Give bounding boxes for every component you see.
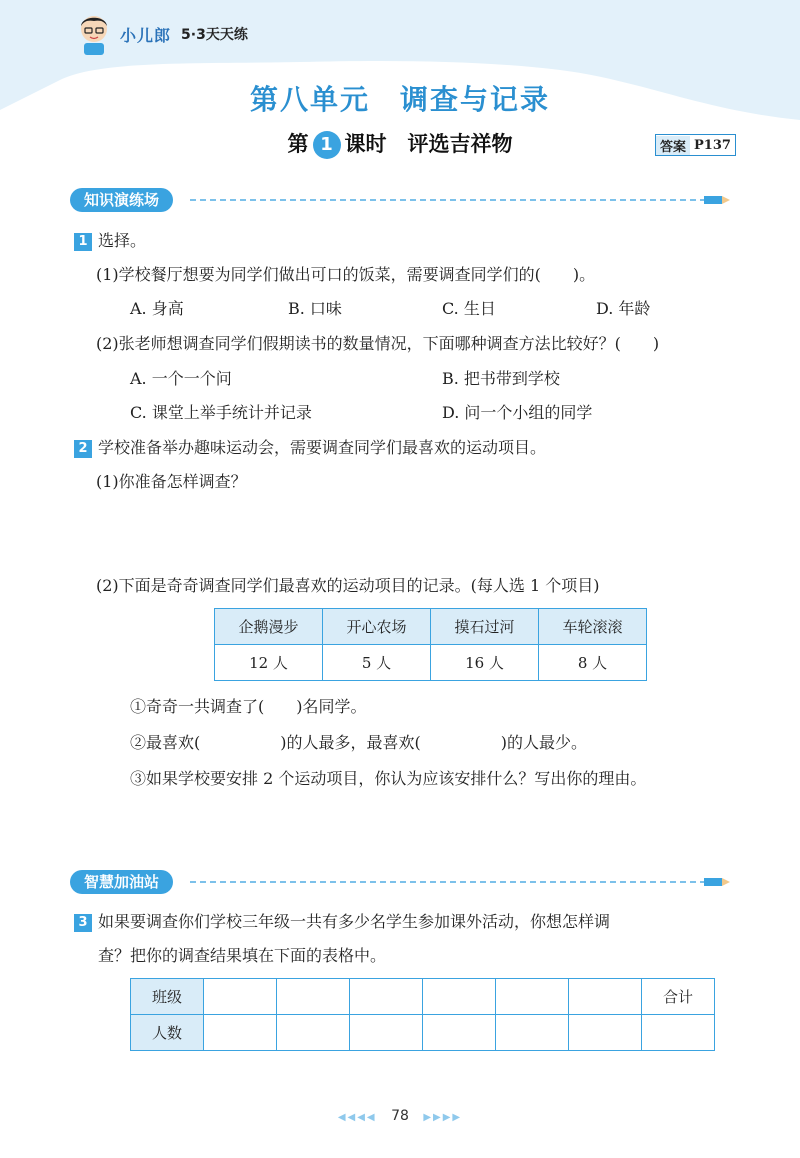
unit-title: 第八单元 调查与记录 <box>249 83 550 116</box>
blank-cell[interactable] <box>569 979 642 1015</box>
blank-cell[interactable] <box>350 979 423 1015</box>
section-label: 智慧加油站 <box>70 870 173 894</box>
blank-cell[interactable] <box>496 979 569 1015</box>
section-divider <box>190 881 706 883</box>
q1-sub2-option-a: A. 一个一个问 <box>130 369 232 388</box>
q1-sub2-option-b: B. 把书带到学校 <box>442 369 560 388</box>
q2-item-1: ①奇奇一共调查了( )名同学。 <box>130 697 367 716</box>
q1-sub2-option-d: D. 问一个小组的同学 <box>442 403 593 422</box>
question-stem: 选择。 <box>98 231 147 250</box>
section-banner-practice <box>70 188 730 212</box>
question-line-2: 查？把你的调查结果填在下面的表格中。 <box>98 946 387 965</box>
blank-cell[interactable] <box>350 1015 423 1051</box>
table-header-cell: 企鹅漫步 <box>215 609 323 645</box>
section-banner-boost <box>70 870 730 894</box>
q1-option-b: B. 口味 <box>288 299 342 318</box>
row-label-class: 班级 <box>131 979 204 1015</box>
q2-item-2: ②最喜欢( )的人最多，最喜欢( )的人最少。 <box>130 733 587 752</box>
lesson-number-badge: 1 <box>313 131 341 159</box>
table-row <box>131 1015 715 1051</box>
page-number: 78 <box>391 1108 409 1124</box>
q2-sub1: (1)你准备怎样调查？ <box>96 472 247 491</box>
table-header-row <box>215 609 647 645</box>
blank-cell[interactable] <box>423 979 496 1015</box>
section-label: 知识演练场 <box>70 188 173 212</box>
table-cell: 12 人 <box>215 645 323 681</box>
question-3 <box>74 909 610 932</box>
pencil-icon <box>704 876 730 888</box>
table-header-cell: 摸石过河 <box>431 609 539 645</box>
total-cell[interactable] <box>642 1015 715 1051</box>
q1-sub1: (1)学校餐厅想要为同学们做出可口的饭菜，需要调查同学们的( )。 <box>96 265 596 284</box>
brand-name: 小儿郎 <box>120 25 172 45</box>
left-arrows-icon: ◀◀◀◀ <box>337 1112 377 1123</box>
table-row <box>131 979 715 1015</box>
page-footer <box>0 1108 800 1124</box>
question-stem: 学校准备举办趣味运动会，需要调查同学们最喜欢的运动项目。 <box>98 438 547 457</box>
q1-sub2: (2)张老师想调查同学们假期读书的数量情况，下面哪种调查方法比较好？( ) <box>96 334 660 353</box>
boy-mascot-icon <box>74 12 114 56</box>
row-label-count: 人数 <box>131 1015 204 1051</box>
class-survey-table <box>130 978 715 1051</box>
total-header-cell: 合计 <box>642 979 715 1015</box>
q2-sub2: (2)下面是奇奇调查同学们最喜欢的运动项目的记录。(每人选 1 个项目) <box>96 576 600 595</box>
q1-option-c: C. 生日 <box>442 299 496 318</box>
question-number: 3 <box>74 914 92 932</box>
brand-logo <box>74 10 248 58</box>
table-header-cell: 开心农场 <box>323 609 431 645</box>
blank-cell[interactable] <box>423 1015 496 1051</box>
blank-cell[interactable] <box>496 1015 569 1051</box>
q1-sub2-option-c: C. 课堂上举手统计并记录 <box>130 403 312 422</box>
question-1 <box>74 228 146 251</box>
question-number: 2 <box>74 440 92 458</box>
question-line-1: 如果要调查你们学校三年级一共有多少名学生参加课外活动，你想怎样调 <box>98 912 611 931</box>
table-cell: 16 人 <box>431 645 539 681</box>
q1-option-a: A. 身高 <box>130 299 184 318</box>
table-header-cell: 车轮滚滚 <box>539 609 647 645</box>
blank-cell[interactable] <box>204 979 277 1015</box>
question-2 <box>74 435 546 458</box>
answer-reference <box>655 134 736 156</box>
table-row <box>215 645 647 681</box>
lesson-prefix: 第 <box>287 132 309 156</box>
section-divider <box>190 199 706 201</box>
blank-cell[interactable] <box>277 1015 350 1051</box>
blank-cell[interactable] <box>277 979 350 1015</box>
sports-survey-table <box>214 608 647 681</box>
table-cell: 5 人 <box>323 645 431 681</box>
q1-option-d: D. 年龄 <box>596 299 651 318</box>
blank-cell[interactable] <box>569 1015 642 1051</box>
pencil-icon <box>704 194 730 206</box>
question-number: 1 <box>74 233 92 251</box>
right-arrows-icon: ▶▶▶▶ <box>423 1112 463 1123</box>
lesson-suffix: 课时 评选吉祥物 <box>344 132 513 156</box>
answer-page: P137 <box>694 137 731 153</box>
series-name: 5·3天天练 <box>181 27 248 43</box>
answer-label: 答案 <box>656 136 690 155</box>
table-cell: 8 人 <box>539 645 647 681</box>
blank-cell[interactable] <box>204 1015 277 1051</box>
q2-item-3: ③如果学校要安排 2 个运动项目，你认为应该安排什么？写出你的理由。 <box>130 769 647 788</box>
